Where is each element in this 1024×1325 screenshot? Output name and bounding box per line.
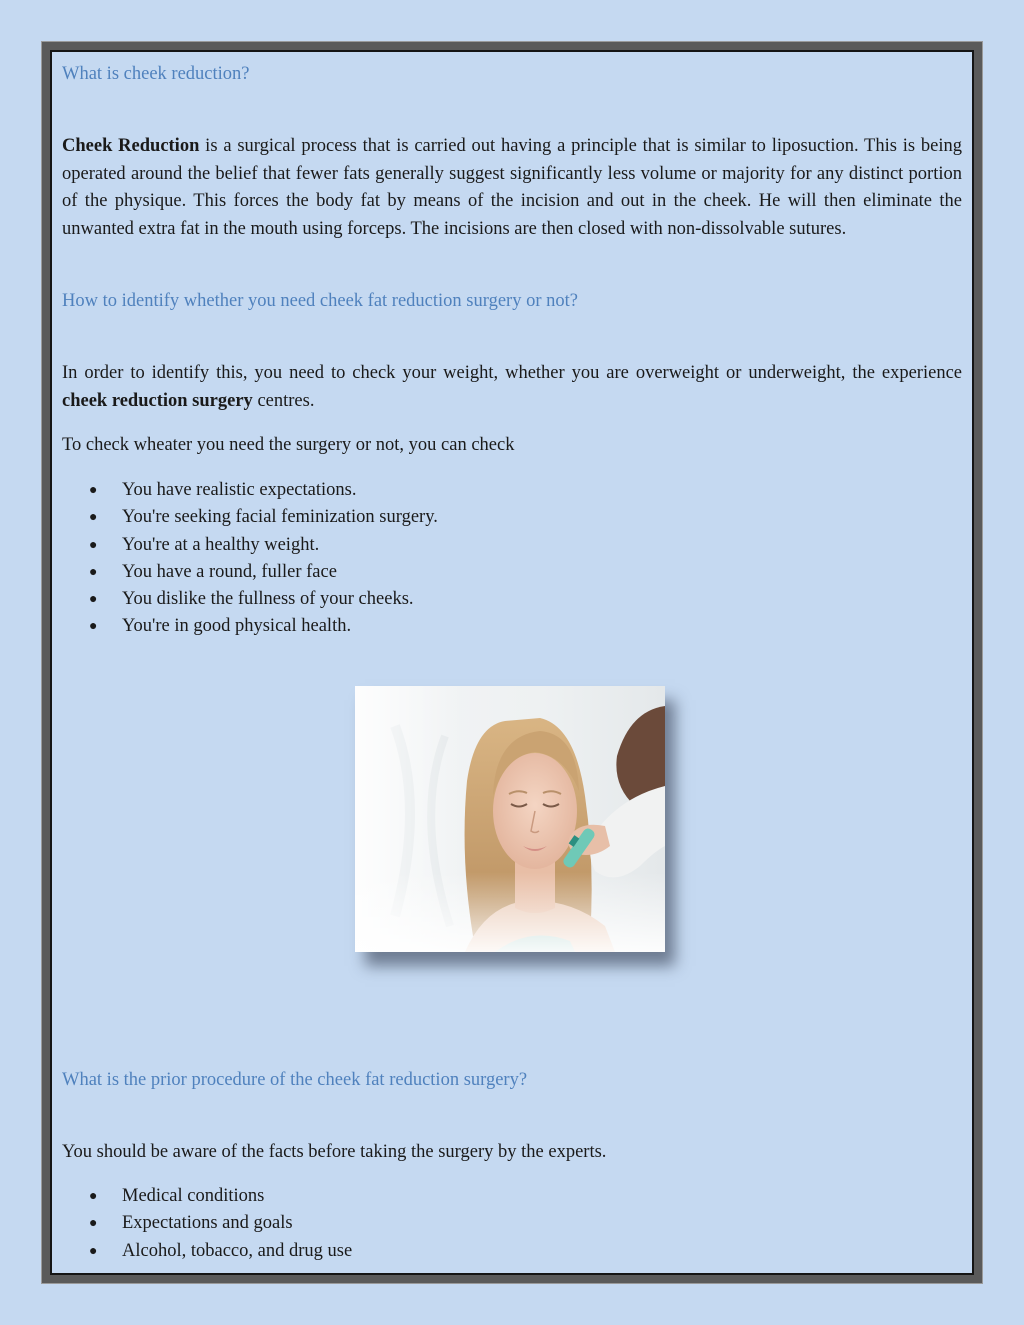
list-item-text: You're seeking facial feminization surgery. [122,507,438,528]
cheek-treatment-photo [355,686,665,952]
list-item [62,613,962,640]
bullet-icon: ● [89,1189,98,1204]
list-item-text: You have a round, fuller face [122,561,337,582]
bold-term-cheek-reduction-surgery: cheek reduction surgery [62,390,253,411]
bold-term-cheek-reduction: Cheek Reduction [62,136,200,156]
bullet-icon: ● [89,510,98,526]
heading-what-is-cheek-reduction: What is cheek reduction? [62,64,250,84]
bullet-icon: ● [89,483,98,498]
list-item-text: You dislike the fullness of your cheeks. [122,589,414,610]
paragraph-identify-start: In order to identify this, you need to check your weight, whether you are overweight or underweight, the experience [62,363,962,383]
list-item [62,1210,962,1237]
paragraph-cheek-reduction-definition [62,133,962,243]
document-content [62,52,962,1273]
paragraph-identify-end: centres. [252,390,315,411]
list-item [62,532,962,559]
list-item [62,477,962,504]
paragraph-prior-procedure: You should be aware of the facts before taking the surgery by the experts. [62,1142,607,1162]
bullet-icon: ● [89,592,98,608]
heading-how-to-identify: How to identify whether you need cheek fat reduction surgery or not? [62,291,578,311]
paragraph-check-intro: To check wheater you need the surgery or not, you can check [62,435,515,455]
heading-prior-procedure: What is the prior procedure of the cheek fat reduction surgery? [62,1070,528,1090]
list-item-text: Expectations and goals [122,1213,293,1234]
list-item-text: You're in good physical health. [122,616,352,637]
list-item-text: You have realistic expectations. [122,480,357,500]
list-item-text: You're at a healthy weight. [122,534,320,555]
list-item [62,504,962,531]
checklist-prior-procedure [62,1183,962,1265]
paragraph-identify [62,360,962,415]
page-outer-frame [41,41,983,1284]
list-item [62,1238,962,1265]
bullet-icon: ● [89,1243,98,1259]
page-inner-frame [50,50,974,1275]
bullet-icon: ● [89,1216,98,1232]
bullet-icon: ● [89,564,98,580]
bullet-icon: ● [89,619,98,635]
bullet-icon: ● [89,537,98,553]
list-item [62,559,962,586]
list-item-text: Medical conditions [122,1186,265,1206]
checklist-identify [62,477,962,641]
list-item-text: Alcohol, tobacco, and drug use [122,1240,353,1261]
woman-face-treatment-illustration [355,686,665,952]
list-item [62,1183,962,1210]
paragraph-definition-text: is a surgical process that is carried out having a principle that is similar to liposuction. This is being operated around the belief that fewer fats generally suggest significantly less volume or majority for any distinct portion of the physique. This forces the body fat by means of the incision and out in the cheek. He will then eliminate the unwanted extra fat in the mouth using forceps. The incisions are then closed with non-dissolvable sutures. [62,136,962,239]
list-item [62,586,962,613]
